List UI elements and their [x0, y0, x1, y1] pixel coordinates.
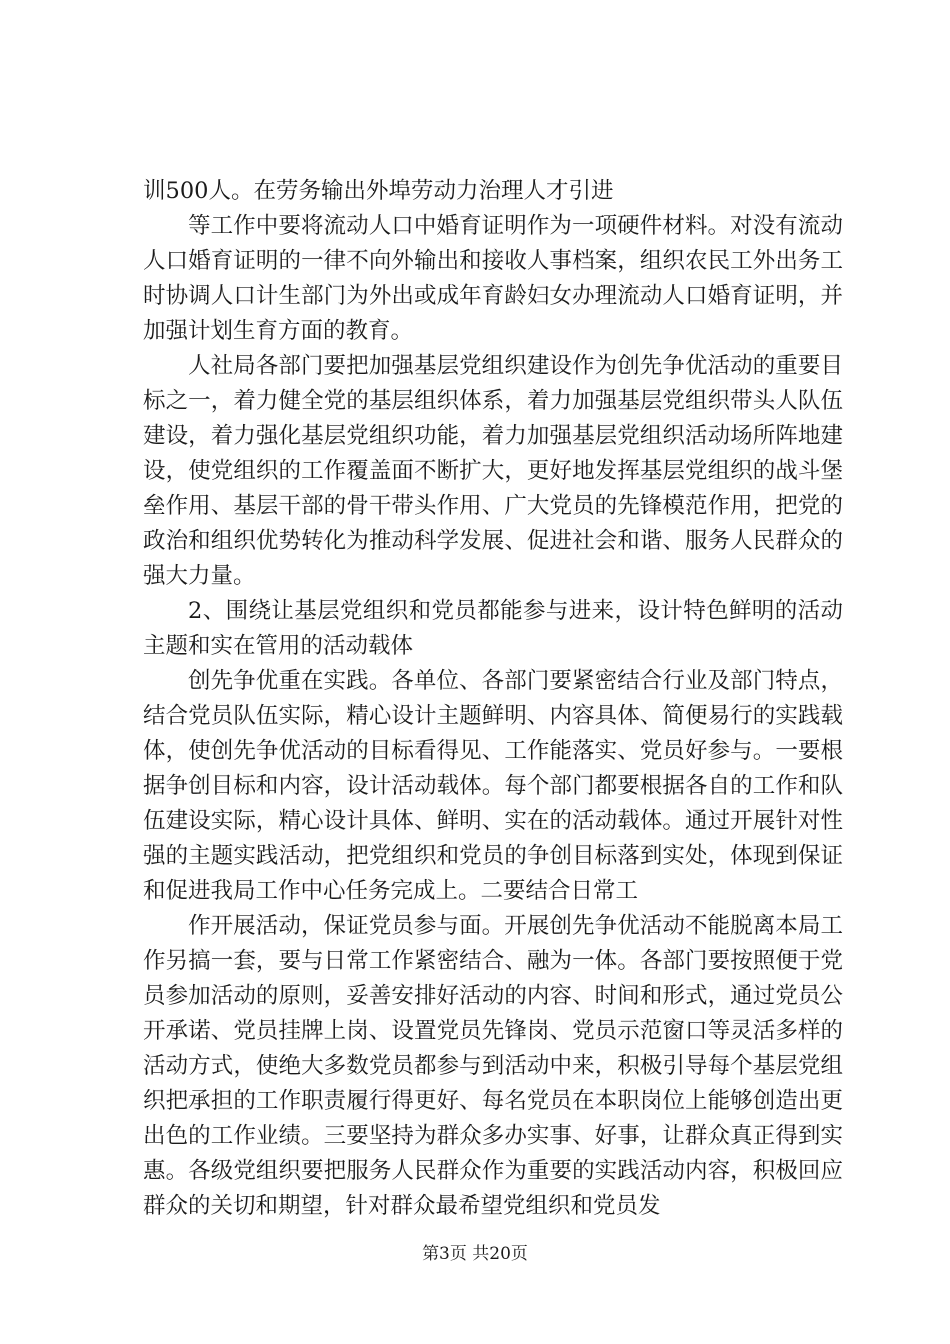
- paragraph-marriage-certificate: 等工作中要将流动人口中婚育证明作为一项硬件材料。对没有流动人口婚育证明的一律不向外输出和接收人事档案，组织农民工外出务工时协调人口计生部门为外出或成年育龄妇女办理流动人口婚育证明，并加强计划生育方面的教育。: [143, 213, 843, 344]
- document-body: [143, 174, 843, 1224]
- paragraph-practice: 创先争优重在实践。各单位、各部门要紧密结合行业及部门特点，结合党员队伍实际，精心设计主题鲜明、内容具体、简便易行的实践载体，使创先争优活动的目标看得见、工作能落实、党员好参与。一要根据争创目标和内容，设计活动载体。每个部门都要根据各自的工作和队伍建设实际，精心设计具体、鲜明、实在的活动载体。通过开展针对性强的主题实践活动，把党组织和党员的争创目标落到实处，体现到保证和促进我局工作中心任务完成上。二要结合日常工: [143, 668, 843, 904]
- paragraph-continuation: 训500人。在劳务输出外埠劳动力治理人才引进: [143, 178, 614, 204]
- paragraph-activities: 作开展活动，保证党员参与面。开展创先争优活动不能脱离本局工作另搞一套，要与日常工作紧密结合、融为一体。各部门要按照便于党员参加活动的原则，妥善安排好活动的内容、时间和形式，通过党员公开承诺、党员挂牌上岗、设置党员先锋岗、党员示范窗口等灵活多样的活动方式，使绝大多数党员都参与到活动中来，积极引导每个基层党组织把承担的工作职责履行得更好、每名党员在本职岗位上能够创造出更出色的工作业绩。三要坚持为群众多办实事、好事，让群众真正得到实惠。各级党组织要把服务人民群众作为重要的实践活动内容，积极回应群众的关切和期望，针对群众最希望党组织和党员发: [143, 913, 843, 1219]
- section-heading-2: 2、围绕让基层党组织和党员都能参与进来，设计特色鲜明的活动主题和实在管用的活动载体: [143, 598, 843, 659]
- page-number-footer: 第3页 共20页: [422, 1244, 528, 1264]
- paragraph-party-organization: 人社局各部门要把加强基层党组织建设作为创先争优活动的重要目标之一，着力健全党的基层组织体系，着力加强基层党组织带头人队伍建设，着力强化基层党组织功能，着力加强基层党组织活动场所阵地建设，使党组织的工作覆盖面不断扩大，更好地发挥基层党组织的战斗堡垒作用、基层干部的骨干带头作用、广大党员的先锋模范作用，把党的政治和组织优势转化为推动科学发展、促进社会和谐、服务人民群众的强大力量。: [143, 353, 843, 589]
